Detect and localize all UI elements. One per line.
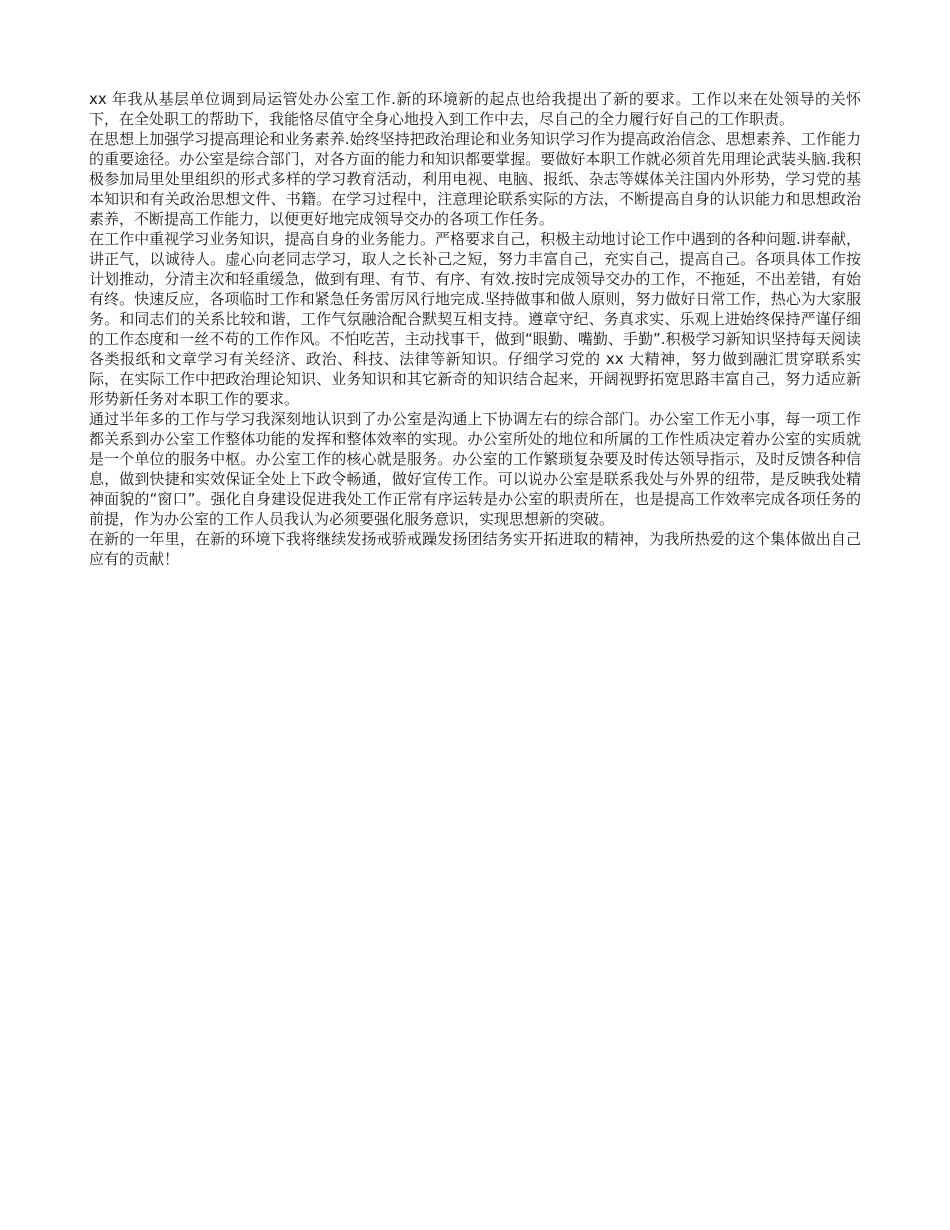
document-body bbox=[89, 89, 861, 569]
paragraph-office-role: 通过半年多的工作与学习我深刻地认识到了办公室是沟通上下协调左右的综合部门。办公室工作无小事，每一项工作都关系到办公室工作整体功能的发挥和整体效率的实现。办公室所处的地位和所属的工作性质决定着办公室的实质就是一个单位的服务中枢。办公室工作的核心就是服务。办公室的工作繁琐复杂要及时传达领导指示，及时反馈各种信息，做到快捷和实效保证全处上下政令畅通，做好宣传工作。可以说办公室是联系我处与外界的纽带，是反映我处精神面貌的“窗口”。强化自身建设促进我处工作正常有序运转是办公室的职责所在，也是提高工作效率完成各项任务的前提，作为办公室的工作人员我认为必须要强化服务意识，实现思想新的突破。 bbox=[89, 410, 861, 528]
paragraph-work-skills: 在工作中重视学习业务知识，提高自身的业务能力。严格要求自己，积极主动地讨论工作中遇到的各种问题.讲奉献，讲正气，以诚待人。虚心向老同志学习，取人之长补己之短，努力丰富自己，充实自己，提高自己。各项具体工作按计划推动，分清主次和轻重缓急，做到有理、有节、有序、有效.按时完成领导交办的工作，不拖延，不出差错，有始有终。快速反应，各项临时工作和紧急任务雷厉风行地完成.坚持做事和做人原则，努力做好日常工作，热心为大家服务。和同志们的关系比较和谐，工作气氛融洽配合默契互相支持。遵章守纪、务真求实、乐观上进始终保持严谨仔细的工作态度和一丝不苟的工作作风。不怕吃苦，主动找事干，做到“眼勤、嘴勤、手勤”.积极学习新知识坚持每天阅读各类报纸和文章学习有关经济、政治、科技、法律等新知识。仔细学习党的 xx 大精神，努力做到融汇贯穿联系实际，在实际工作中把政治理论知识、业务知识和其它新奇的知识结合起来，开阔视野拓宽思路丰富自己，努力适应新形势新任务对本职工作的要求。 bbox=[89, 230, 861, 408]
paragraph-study-theory: 在思想上加强学习提高理论和业务素养.始终坚持把政治理论和业务知识学习作为提高政治信念、思想素养、工作能力的重要途径。办公室是综合部门，对各方面的能力和知识都要掌握。要做好本职工作就必须首先用理论武装头脑.我积极参加局里处里组织的形式多样的学习教育活动，利用电视、电脑、报纸、杂志等媒体关注国内外形势，学习党的基本知识和有关政治思想文件、书籍。在学习过程中，注意理论联系实际的方法，不断提高自身的认识能力和思想政治素养，不断提高工作能力，以便更好地完成领导交办的各项工作任务。 bbox=[89, 130, 861, 228]
paragraph-intro: xx 年我从基层单位调到局运管处办公室工作.新的环境新的起点也给我提出了新的要求。工作以来在处领导的关怀下，在全处职工的帮助下，我能恪尽值守全身心地投入到工作中去，尽自己的全力履行好自己的工作职责。 bbox=[89, 90, 861, 128]
paragraph-new-year: 在新的一年里，在新的环境下我将继续发扬戒骄戒躁发扬团结务实开拓进取的精神，为我所热爱的这个集体做出自己应有的贡献！ bbox=[89, 530, 861, 568]
